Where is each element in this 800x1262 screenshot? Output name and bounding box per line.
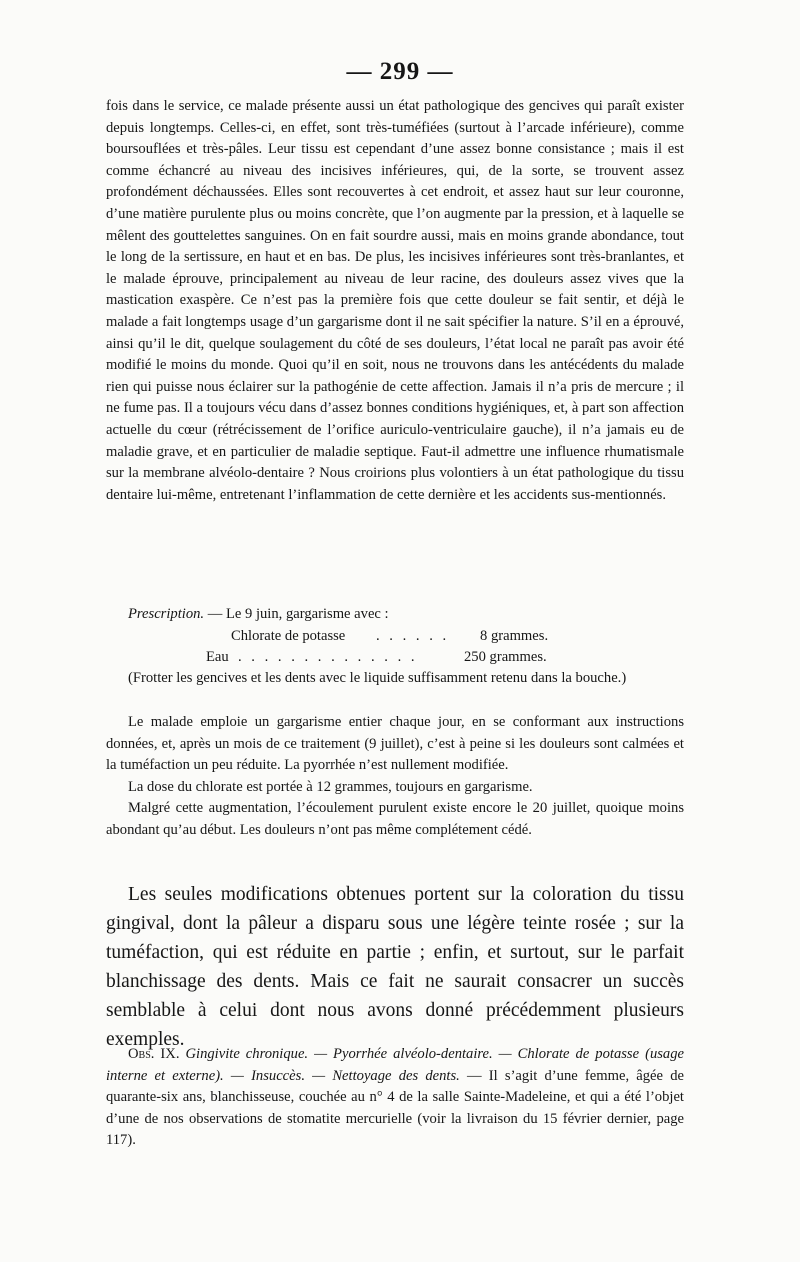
prescription-note: (Frotter les gencives et les dents avec le liquide suffisamment retenu dans la bouche.) xyxy=(128,669,627,686)
prescription-item-qty: 250 grammes. xyxy=(464,648,547,665)
prescription-label: Prescription. xyxy=(128,606,205,622)
prescription-item-dots: . . . . . . xyxy=(376,627,450,644)
paragraph: Les seules modifications obtenues portent sur la coloration du tissu gingival, dont la pâleur a disparu sous une légère teinte rosée ; sur la tuméfaction, qui est réduite en partie ; enfin, et surtout, sur le parfait blanchissage des dents. Mais ce fait ne saurait consacrer un succès semblable à celui dont nous avons donné précédemment plusieurs exemples. xyxy=(106,884,684,1050)
prescription-item-name: Eau xyxy=(206,648,229,665)
prescription-intro: — Le 9 juin, gargarisme avec : xyxy=(204,606,389,622)
prescription-item-dots: . . . . . . . . . . . . . . xyxy=(238,648,418,665)
page-number: — 299 — xyxy=(346,58,454,85)
prescription-item xyxy=(106,626,684,647)
prescription-item xyxy=(106,647,684,668)
commentary-block xyxy=(106,880,684,1054)
paragraph: Le malade emploie un gargarisme entier chaque jour, en se conformant aux instructions données, et, après un mois de ce traitement (9 juillet), c’est à peine si les douleurs sont calmées et la tuméfaction un peu réduite. La pyorrhée n’est nullement modifiée. xyxy=(106,714,684,774)
observation-label: Obs. IX. xyxy=(128,1046,180,1062)
prescription-item-name: Chlorate de potasse xyxy=(231,627,346,644)
paragraph: fois dans le service, ce malade présente aussi un état pathologique des gencives qui paraît exister depuis longtemps. Celles-ci, en effet, sont très-tuméfiées (surtout à l’arcade inférieure), comme boursouflées et très-pâles. Leur tissu est cependant d’une assez bonne consistance ; mais il est comme échancré au niveau des incisives inférieures, qui, de la sorte, se trouvent assez profondément déchaussées. Elles sont recouvertes à cet endroit, et assez haut sur leur couronne, d’une matière purulente plus ou moins concrète, que l’on augmente par la pression, et à laquelle se mêlent des gouttelettes sanguines. On en fait sourdre aussi, mais en moins grande abondance, tout le long de la sertissure, en haut et en bas. De plus, les incisives inférieures sont très-branlantes, et le malade éprouve, principalement au niveau de leur racine, des douleurs assez vives que la mastication exaspère. Ce n’est pas la première fois que cette douleur se fait sentir, et déjà le malade a fait longtemps usage d’un gargarisme dont il ne sait spécifier la nature. S’il en a éprouvé, ainsi qu’il le dit, quelque soulagement du côté de ses douleurs, l’état local ne paraît pas avoir été modifié le moins du monde. Quoi qu’il en soit, nous ne trouvons dans les antécédents du malade rien qui puisse nous éclairer sur la pathogénie de cette affection. Jamais il n’a pris de mercure ; il ne fume pas. Il a toujours vécu dans d’assez bonnes conditions hygiéniques, et, à part son affection actuelle du cœur (rétrécissement de l’orifice auriculo-ventriculaire gauche), il n’a jamais eu de maladie grave, et en particulier de maladie septique. Faut-il admettre une influence rhumatismale sur la membrane alvéolo-dentaire ? Nous croirions plus volontiers à un état pathologique du tissu dentaire lui-même, entretenant l’inflammation de cette dernière et les accidents sus-mentionnés. xyxy=(106,98,684,503)
paragraph: Malgré cette augmentation, l’écoulement purulent existe encore le 20 juillet, quoique moins abondant qu’au début. Les douleurs n’ont pas même complétement cédé. xyxy=(106,800,684,838)
treatment-notes xyxy=(106,712,684,842)
observation-title: Gingivite chronique. — Pyorrhée alvéolo-dentaire. — Chlorate de potasse (usage interne et externe). — Insuccès. — Nettoyage des dents. xyxy=(106,1046,685,1084)
prescription-item-qty: 8 grammes. xyxy=(480,627,549,644)
prescription-block xyxy=(106,604,684,689)
paragraph: La dose du chlorate est portée à 12 grammes, toujours en gargarisme. xyxy=(128,778,533,795)
observation-block xyxy=(106,1044,684,1152)
main-text-block xyxy=(106,96,684,506)
observation-text: — Il s’agit d’une femme, âgée de quarante-six ans, blanchisseuse, couchée au n° 4 de la salle Sainte-Madeleine, et qui a été l’objet d’une de nos observations de stomatite mercurielle (voir la livraison du 15 février dernier, page 117). xyxy=(106,1067,684,1149)
